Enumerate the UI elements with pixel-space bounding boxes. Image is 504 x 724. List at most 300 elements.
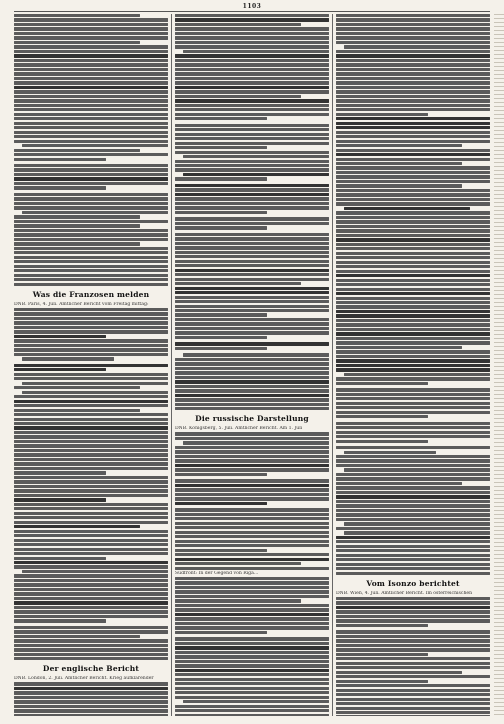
- text-line: [175, 342, 329, 345]
- text-line: [175, 18, 329, 21]
- text-line: [175, 27, 329, 30]
- text-line: [175, 459, 329, 462]
- text-line: [336, 500, 490, 503]
- text-line: [336, 270, 490, 273]
- text-line: [336, 314, 490, 317]
- text-line: [175, 124, 329, 127]
- text-line: [14, 579, 168, 582]
- text-line: [14, 364, 168, 367]
- text-line: [175, 278, 329, 281]
- text-line: [336, 149, 490, 152]
- text-line: [175, 407, 329, 410]
- text-line: [14, 224, 140, 227]
- text-line: [175, 90, 329, 93]
- text-line: [14, 657, 168, 660]
- text-line: [175, 63, 329, 66]
- text-line: [14, 153, 168, 156]
- text-line: [14, 422, 168, 425]
- text-line: [175, 188, 329, 191]
- text-line: [336, 81, 490, 84]
- text-line: [14, 458, 168, 461]
- text-line: [14, 639, 168, 642]
- text-line: [14, 220, 168, 223]
- text-line: [14, 135, 168, 138]
- text-line: [14, 426, 168, 429]
- text-line: [336, 657, 490, 660]
- text-line: [175, 655, 329, 658]
- text-line: [14, 18, 168, 21]
- text-line: [14, 449, 168, 452]
- text-line: [175, 233, 329, 236]
- text-line: [336, 72, 490, 75]
- text-line: [175, 287, 329, 290]
- text-line: [336, 624, 428, 627]
- text-line: [14, 344, 168, 347]
- dateline: DNB. London, 2. Juli. Amtlicher Bericht. Krieg aufklärender: [14, 676, 154, 682]
- text-line: [175, 72, 329, 75]
- text-line: [175, 664, 329, 667]
- text-line: [336, 382, 428, 385]
- text-line: [175, 432, 329, 435]
- text-line: [175, 617, 329, 620]
- body-text-block: [175, 577, 329, 716]
- text-line: [175, 517, 329, 520]
- text-line: [336, 247, 490, 250]
- text-line: [336, 189, 490, 192]
- text-line: [336, 243, 490, 246]
- text-line: [14, 99, 168, 102]
- text-line: [336, 707, 490, 710]
- text-line: [175, 318, 329, 321]
- text-line: [14, 592, 168, 595]
- text-line: [175, 535, 329, 538]
- text-line: [336, 346, 462, 349]
- text-line: [175, 553, 329, 556]
- text-line: [14, 68, 168, 71]
- text-line: [14, 215, 140, 218]
- text-line: [336, 597, 490, 600]
- text-line: [175, 522, 329, 525]
- text-line: [175, 394, 329, 397]
- text-line: [336, 158, 490, 161]
- text-line: [175, 678, 329, 681]
- text-line: [14, 122, 168, 125]
- text-line: [336, 41, 490, 44]
- text-line: [336, 491, 490, 494]
- text-line: [336, 680, 428, 683]
- text-line: [175, 484, 329, 487]
- text-line: [175, 622, 329, 625]
- text-line: [336, 513, 490, 516]
- text-line: [336, 464, 490, 467]
- text-line: [336, 554, 490, 557]
- text-line: [14, 251, 168, 254]
- text-line: [175, 608, 329, 611]
- text-line: [175, 651, 329, 654]
- text-line: [175, 164, 329, 167]
- text-line: [183, 155, 329, 158]
- text-line: [14, 113, 168, 116]
- text-line: [14, 696, 168, 699]
- text-line: [336, 261, 490, 264]
- text-line: [175, 682, 329, 685]
- text-line: [175, 380, 329, 383]
- text-line: [22, 211, 168, 214]
- text-line: [14, 50, 168, 53]
- text-line: [14, 278, 168, 281]
- text-line: [14, 164, 168, 167]
- text-line: [175, 669, 329, 672]
- text-line: [336, 563, 490, 566]
- text-line: [14, 619, 106, 622]
- text-line: [336, 238, 490, 241]
- text-line: [344, 451, 436, 454]
- text-line: [336, 397, 490, 400]
- text-line: [336, 518, 490, 521]
- text-line: [175, 526, 329, 529]
- text-line: [175, 206, 329, 209]
- text-line: [175, 714, 329, 716]
- text-line: [336, 122, 490, 125]
- text-line: [344, 531, 490, 534]
- text-line: [14, 197, 168, 200]
- text-line: [175, 246, 329, 249]
- text-line: [14, 265, 168, 268]
- text-line: [336, 68, 490, 71]
- text-line: [336, 504, 490, 507]
- text-line: [336, 23, 490, 26]
- text-line: [14, 54, 168, 57]
- text-line: [336, 601, 490, 604]
- text-line: [14, 186, 106, 189]
- text-line: [14, 552, 168, 555]
- text-line: [14, 373, 168, 376]
- text-line: [336, 711, 490, 714]
- text-line: [175, 133, 329, 136]
- text-line: [14, 348, 168, 351]
- text-line: [14, 489, 168, 492]
- text-line: [175, 104, 329, 107]
- text-line: [175, 146, 267, 149]
- text-line: [336, 95, 490, 98]
- text-line: [175, 691, 329, 694]
- text-line: [175, 99, 329, 102]
- text-line: [175, 269, 329, 272]
- text-line: [175, 446, 329, 449]
- text-line: [175, 567, 329, 570]
- text-line: [175, 211, 267, 214]
- text-line: [336, 567, 490, 570]
- text-line: [14, 610, 168, 613]
- text-line: [14, 574, 168, 577]
- text-line: [14, 601, 168, 604]
- text-line: [175, 455, 329, 458]
- body-text-block: [175, 14, 329, 410]
- text-line: [336, 171, 490, 174]
- text-line: [336, 689, 490, 692]
- text-line: [14, 377, 168, 380]
- text-line: [175, 646, 329, 649]
- text-line: [14, 485, 168, 488]
- text-line: [175, 197, 329, 200]
- text-line: [336, 402, 490, 405]
- text-line: [14, 530, 168, 533]
- text-line: [336, 558, 490, 561]
- text-line: [175, 108, 329, 111]
- text-line: [14, 140, 168, 143]
- body-text-block: [336, 14, 490, 575]
- text-line: [14, 202, 168, 205]
- text-line: [336, 153, 490, 156]
- adjacent-page-edge: [494, 14, 504, 716]
- text-line: [175, 613, 329, 616]
- text-line: [336, 486, 490, 489]
- text-line: [336, 77, 490, 80]
- text-line: [175, 403, 329, 406]
- text-line: [336, 131, 490, 134]
- text-line: [175, 631, 267, 634]
- text-line: [336, 36, 490, 39]
- text-line: [336, 435, 490, 438]
- text-line: [336, 527, 490, 530]
- text-line: [336, 606, 490, 609]
- text-line: [14, 312, 168, 315]
- text-line: [336, 411, 490, 414]
- text-line: [336, 477, 490, 480]
- text-line: [336, 193, 490, 196]
- text-line: [336, 288, 490, 291]
- text-line: [336, 639, 490, 642]
- text-line: [14, 104, 168, 107]
- text-line: [175, 687, 329, 690]
- text-line: [175, 168, 329, 171]
- text-line: [14, 308, 168, 311]
- text-line: [336, 90, 490, 93]
- text-line: [14, 615, 168, 618]
- text-line: [183, 50, 329, 53]
- text-line: [336, 323, 490, 326]
- text-line: [336, 234, 490, 237]
- text-line: [336, 698, 490, 701]
- text-line: [175, 291, 329, 294]
- text-line: [175, 59, 329, 62]
- text-line: [175, 562, 301, 565]
- text-line: [336, 549, 490, 552]
- text-line: [336, 702, 490, 705]
- text-line: [14, 539, 168, 542]
- text-line: [175, 398, 329, 401]
- text-line: [175, 237, 329, 240]
- text-line: [336, 162, 462, 165]
- text-line: [14, 521, 168, 524]
- text-line: [175, 362, 329, 365]
- text-line: [175, 599, 301, 602]
- text-line: [175, 296, 329, 299]
- text-line: [175, 95, 301, 98]
- text-line: [336, 198, 490, 201]
- text-line: [336, 117, 490, 120]
- text-line: [336, 540, 490, 543]
- text-line: [336, 99, 490, 102]
- text-line: [175, 347, 267, 350]
- text-line: [336, 175, 490, 178]
- text-line: [336, 630, 490, 633]
- text-line: [14, 418, 168, 421]
- text-line: [175, 450, 329, 453]
- text-line: [336, 426, 490, 429]
- text-line: [336, 274, 490, 277]
- text-line: [14, 149, 140, 152]
- text-line: [14, 507, 168, 510]
- dateline: DNB. Wien, 4. Juli. Amtlicher Bericht. Im österreichischen: [336, 590, 473, 596]
- text-line: [336, 144, 462, 147]
- text-line: [14, 177, 168, 180]
- text-line: [14, 274, 168, 277]
- column-1: [14, 14, 168, 716]
- text-line: [336, 108, 490, 111]
- text-line: [175, 128, 329, 131]
- text-line: [336, 715, 490, 716]
- text-line: [175, 77, 329, 80]
- text-line: [14, 23, 168, 26]
- text-line: [175, 642, 329, 645]
- text-line: [175, 226, 267, 229]
- text-line: [14, 353, 168, 356]
- text-line: [14, 400, 168, 403]
- text-line: [14, 453, 168, 456]
- text-line: [175, 264, 329, 267]
- text-line: [175, 468, 329, 471]
- text-line: [336, 455, 490, 458]
- text-line: [14, 158, 106, 161]
- text-line: [14, 59, 168, 62]
- text-line: [336, 140, 490, 143]
- text-line: [336, 252, 490, 255]
- text-line: [336, 459, 490, 462]
- text-line: [336, 545, 490, 548]
- text-line: [175, 331, 329, 334]
- text-line: [175, 673, 329, 676]
- text-line: [14, 494, 168, 497]
- text-line: [344, 45, 490, 48]
- text-line: [336, 355, 490, 358]
- text-line: [175, 385, 329, 388]
- text-line: [344, 468, 490, 471]
- text-line: [14, 548, 168, 551]
- column-divider: [332, 14, 333, 716]
- text-line: [175, 709, 329, 712]
- text-line: [175, 590, 329, 593]
- text-line: [175, 177, 267, 180]
- text-line: [336, 319, 490, 322]
- text-line: [175, 464, 329, 467]
- text-line: [175, 367, 329, 370]
- text-line: [336, 135, 490, 138]
- text-line: [14, 326, 168, 329]
- text-line: [14, 440, 168, 443]
- text-line: [336, 220, 490, 223]
- text-line: [14, 705, 168, 708]
- header-rule: [14, 11, 490, 12]
- text-line: [14, 626, 168, 629]
- text-line: [175, 142, 329, 145]
- text-line: [175, 300, 329, 303]
- text-line: [175, 389, 329, 392]
- text-line: [14, 321, 168, 324]
- text-line: [175, 41, 329, 44]
- column-3: [336, 14, 490, 716]
- text-line: [175, 23, 301, 26]
- text-line: [336, 256, 490, 259]
- text-line: [336, 388, 490, 391]
- text-line: [336, 14, 490, 17]
- text-line: [336, 50, 490, 53]
- text-line: [175, 531, 329, 534]
- text-line: [336, 310, 490, 313]
- column-2: [175, 14, 329, 716]
- text-line: [14, 247, 168, 250]
- text-line: [14, 471, 106, 474]
- text-line: [183, 441, 329, 444]
- text-line: [22, 391, 168, 394]
- text-line: [175, 376, 329, 379]
- text-line: [336, 482, 462, 485]
- text-line: [336, 693, 490, 696]
- text-line: [14, 173, 168, 176]
- text-line: [175, 260, 329, 263]
- text-line: [14, 233, 168, 236]
- text-line: [336, 265, 490, 268]
- page-number: 1103: [242, 3, 262, 10]
- text-line: [175, 502, 267, 505]
- text-line: [175, 508, 329, 511]
- text-line: [336, 648, 490, 651]
- text-line: [336, 216, 490, 219]
- text-line: [14, 444, 168, 447]
- text-line: [175, 54, 329, 57]
- text-line: [14, 635, 140, 638]
- text-line: [14, 330, 168, 333]
- text-line: [14, 283, 168, 286]
- text-line: [14, 588, 168, 591]
- text-line: [336, 610, 490, 613]
- text-line: [175, 309, 329, 312]
- body-text-block: [14, 682, 168, 716]
- text-line: [175, 45, 329, 48]
- text-line: [344, 522, 490, 525]
- text-line: [336, 446, 490, 449]
- body-text-block: [336, 597, 490, 716]
- text-line: [175, 222, 329, 225]
- text-line: [14, 561, 168, 564]
- text-line: [14, 644, 168, 647]
- text-line: [14, 431, 168, 434]
- text-line: [14, 90, 168, 93]
- text-line: [14, 108, 168, 111]
- text-line: [175, 336, 267, 339]
- text-line: [336, 283, 490, 286]
- text-line: [14, 503, 168, 506]
- text-line: [175, 549, 267, 552]
- text-line: [14, 653, 168, 656]
- text-line: [336, 211, 490, 214]
- text-line: [14, 597, 168, 600]
- text-line: [14, 117, 168, 120]
- text-line: [336, 54, 490, 57]
- text-line: [336, 113, 428, 116]
- text-line: [336, 297, 490, 300]
- text-line: [14, 516, 168, 519]
